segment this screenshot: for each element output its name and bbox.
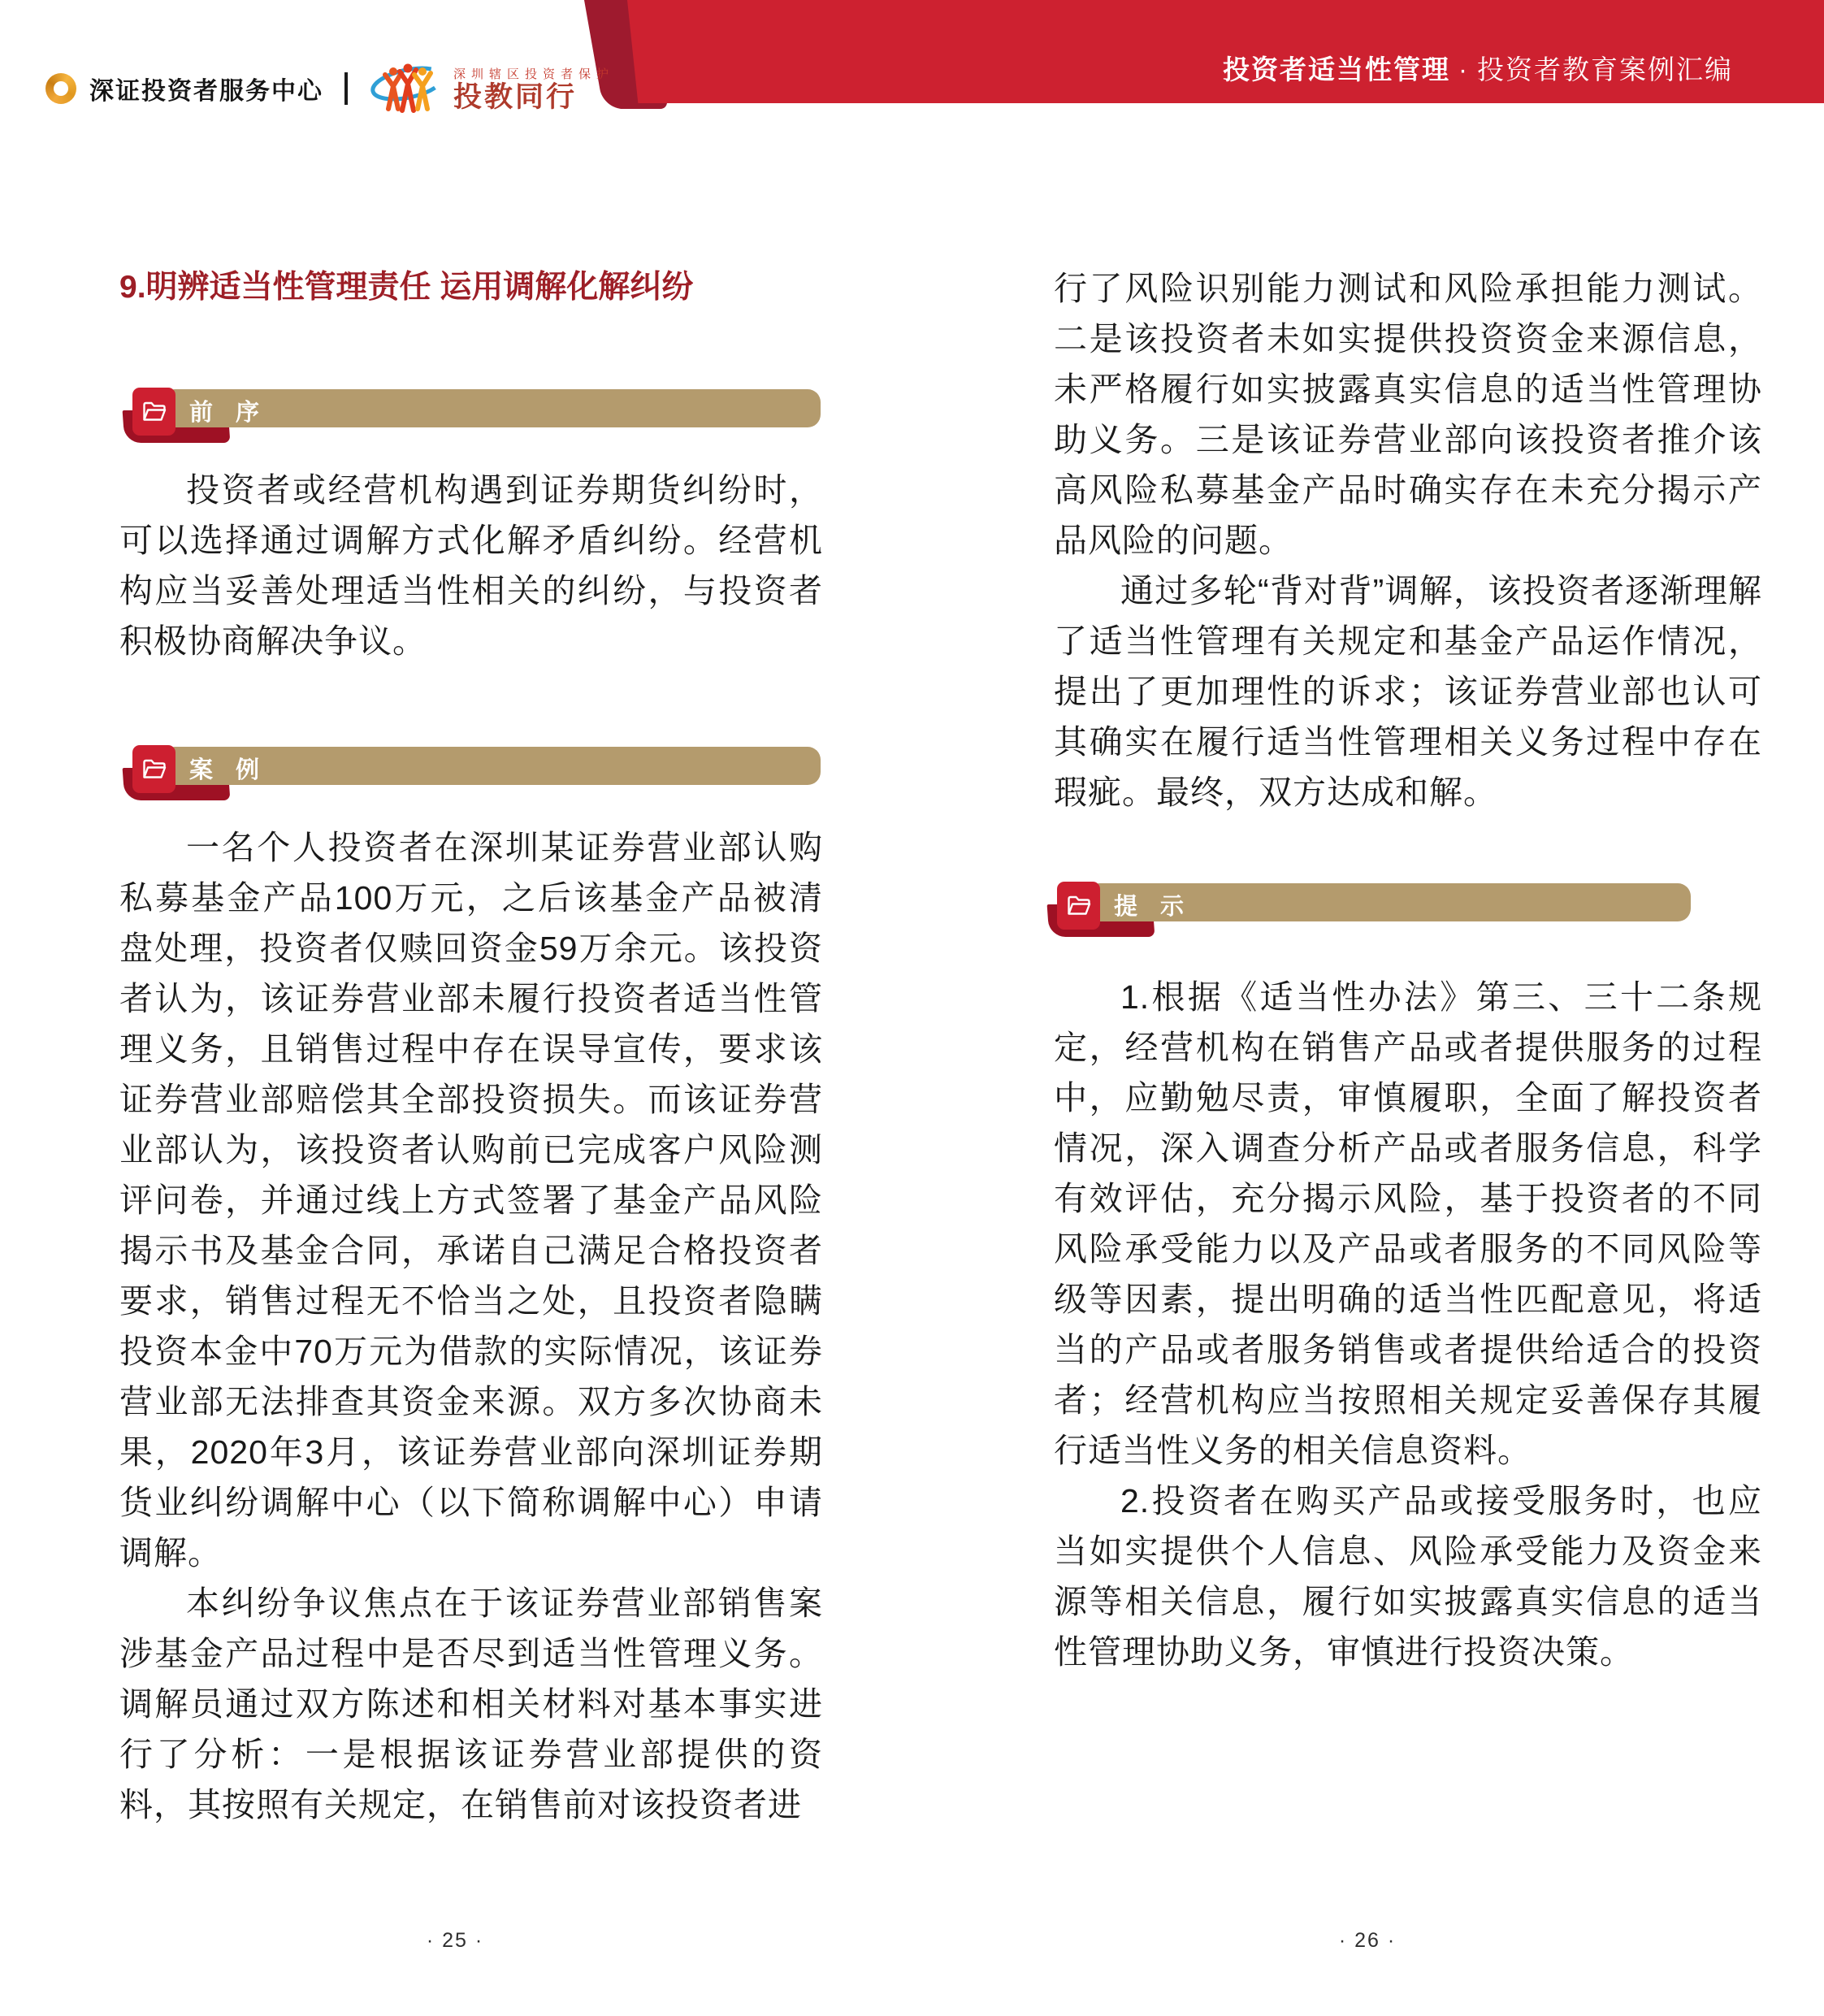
paragraph: 1.根据《适当性办法》第三、三十二条规定，经营机构在销售产品或者提供服务的过程中，应勤勉尽责，审慎履职，全面了解投资者情况，深入调查分析产品或者服务信息，科学有效评估，充分揭示风险，基于投资者的不同风险承受能力以及产品或者服务的不同风险等级等因素，提出明确的适当性匹配意见，将适当的产品或者服务销售或者提供给适合的投资者；经营机构应当按照相关规定妥善保存其履行适当性义务的相关信息资料。 — [1054, 978, 1762, 1469]
brand-tagline: 深圳辖区投资者保护 — [453, 67, 615, 81]
banner-separator: · — [1458, 54, 1469, 85]
section-label: 案 例 — [189, 757, 268, 783]
ring-logo-icon — [45, 73, 76, 104]
paragraph: 本纠纷争议焦点在于该证券营业部销售案涉基金产品过程中是否尽到适当性管理义务。调解员通过双方陈述和相关材料对基本事实进行了分析：一是根据该证券营业部提供的资料，其按照有关规定，在销售前对该投资者进 — [119, 1585, 823, 1823]
paragraph-continuation: 行了风险识别能力测试和风险承担能力测试。二是该投资者未如实提供投资资金来源信息，未严格履行如实披露真实信息的适当性管理协助义务。三是该证券营业部向该投资者推介该高风险私募基金产品时确实存在未充分揭示产品风险的问题。 — [1054, 270, 1762, 559]
case-text-continued — [1054, 263, 1762, 817]
org-name: 深证投资者服务中心 — [89, 78, 323, 105]
section-label: 提 示 — [1114, 894, 1193, 920]
paragraph: 通过多轮“背对背”调解，该投资者逐渐理解了适当性管理有关规定和基金产品运作情况，提出了更加理性的诉求；该证券营业部也认可其确实在履行适当性管理相关义务过程中存在瑕疵。最终，双方达成和解。 — [1054, 572, 1762, 811]
section-marker-box — [132, 388, 175, 436]
section-label: 前 序 — [189, 400, 268, 426]
paragraph: 投资者或经营机构遇到证券期货纠纷时，可以选择通过调解方式化解矛盾纠纷。经营机构应当妥善处理适当性相关的纠纷，与投资者积极协商解决争议。 — [119, 471, 823, 660]
folder-icon — [142, 401, 167, 423]
folder-icon — [1067, 895, 1091, 917]
page-number-right: · 26 · — [1338, 1929, 1397, 1952]
header-divider — [344, 72, 348, 105]
section-marker-box — [132, 745, 175, 793]
preface-text — [119, 465, 823, 666]
banner-section-title: 投资者适当性管理 — [1223, 54, 1450, 85]
folder-icon — [142, 758, 167, 780]
section-bar — [170, 747, 821, 785]
section-header-case — [132, 745, 821, 805]
section-header-tips — [1057, 882, 1691, 942]
header-logos — [45, 62, 614, 115]
brand-logo — [369, 62, 614, 115]
banner-book-title: 投资者教育案例汇编 — [1477, 54, 1733, 85]
tips-text — [1054, 972, 1762, 1677]
brand-name: 投教同行 — [453, 80, 578, 113]
page-number-left: · 25 · — [426, 1929, 484, 1952]
paragraph: 2.投资者在购买产品或接受服务时，也应当如实提供个人信息、风险承受能力及资金来源等相关信息，履行如实披露真实信息的适当性管理协助义务，审慎进行投资决策。 — [1054, 1482, 1762, 1671]
section-marker-box — [1057, 882, 1100, 930]
paragraph: 一名个人投资者在深圳某证券营业部认购私募基金产品100万元，之后该基金产品被清盘处理，投资者仅赎回资金59万余元。该投资者认为，该证券营业部未履行投资者适当性管理义务，且销售过程中存在误导宣传，要求该证券营业部赔偿其全部投资损失。而该证券营业部认为，该投资者认购前已完成客户风险测评问卷，并通过线上方式签署了基金产品风险揭示书及基金合同，承诺自己满足合格投资者要求，销售过程无不恰当之处，且投资者隐瞒投资本金中70万元为借款的实际情况，该证券营业部无法排查其资金来源。双方多次协商未果，2020年3月，该证券营业部向深圳证券期货业纠纷调解中心（以下简称调解中心）申请调解。 — [119, 829, 823, 1572]
section-bar — [170, 389, 821, 427]
case-text — [119, 822, 823, 1830]
brand-text — [453, 65, 614, 113]
section-header-preface — [132, 388, 821, 448]
people-swoosh-icon — [369, 62, 447, 115]
page-title: 9.明辨适当性管理责任 运用调解化解纠纷 — [119, 270, 694, 305]
header-banner-text — [1223, 49, 1733, 87]
